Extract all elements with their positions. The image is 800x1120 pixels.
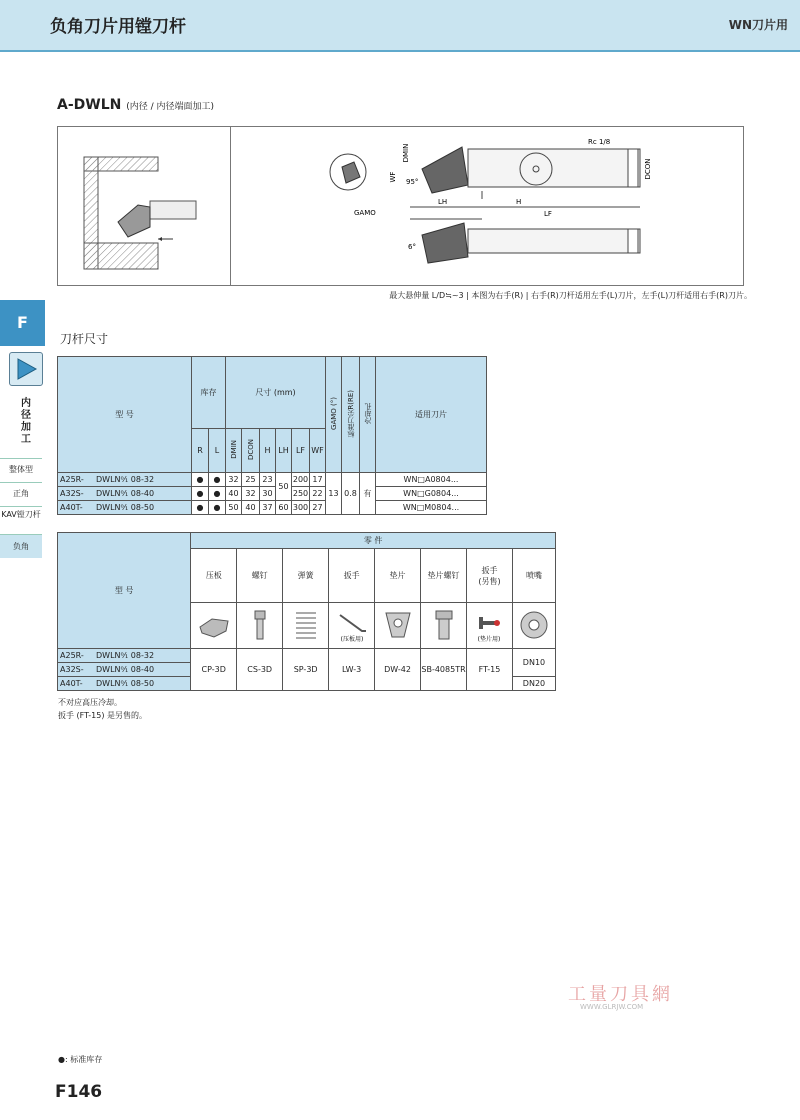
insert-type-tag: WN刀片用: [728, 18, 788, 32]
cell-dmin: 32: [226, 473, 242, 487]
cell-coolant: 有: [360, 473, 376, 515]
cell-wf: 22: [310, 487, 326, 501]
th-lh: LH: [276, 429, 292, 473]
cell-lh: 60: [276, 501, 292, 515]
th-parts: 零 件: [191, 533, 556, 549]
cell-dmin: 50: [226, 501, 242, 515]
th-insert: 适用刀片: [376, 357, 487, 473]
cell-clamp: CP-3D: [191, 649, 237, 691]
angle-95-label: 95°: [406, 178, 419, 186]
svg-text:(垫片用): (垫片用): [478, 635, 501, 643]
cell-dcon: 32: [242, 487, 260, 501]
th-lf: LF: [292, 429, 310, 473]
th-wrench: 扳手: [329, 549, 375, 603]
cell-screw: CS-3D: [237, 649, 283, 691]
cell-shim: DW-42: [375, 649, 421, 691]
stock-r: ●: [192, 487, 209, 501]
page-number: F146: [55, 1082, 103, 1102]
model-code: A-DWLN: [57, 97, 122, 113]
cell-spring: SP-3D: [283, 649, 329, 691]
model-cell: A25R- DWLN⁰⁄₁ 08-32: [58, 473, 192, 487]
table-row: [58, 487, 487, 501]
table-row: [58, 649, 556, 663]
th-wf: WF: [310, 429, 326, 473]
page-header: [0, 0, 800, 52]
cell-insert: WN□G0804...: [376, 487, 487, 501]
cell-dmin: 40: [226, 487, 242, 501]
th-spring: 弹簧: [283, 549, 329, 603]
holder-drawing: [232, 127, 744, 285]
th-gamo: GAMO (°): [326, 357, 342, 473]
th-r: R: [192, 429, 209, 473]
drawing-box: [57, 126, 744, 286]
model-desc: (内径 / 内径端面加工): [126, 102, 215, 112]
cell-wrench-2: FT-15: [466, 649, 512, 691]
sidebar-item-kav[interactable]: KAV镗刀杆: [0, 506, 42, 532]
dcon-label: DCON: [644, 158, 652, 180]
angle-6-label: 6°: [408, 243, 416, 251]
cell-dcon: 25: [242, 473, 260, 487]
wf-label: WF: [389, 171, 397, 183]
model-cell: A32S- DWLN⁰⁄₁ 08-40: [58, 663, 191, 677]
table-row: [58, 473, 487, 487]
cell-re: 0.8: [342, 473, 360, 515]
svg-text:(压板用): (压板用): [340, 635, 363, 643]
cell-wrench: LW-3: [329, 649, 375, 691]
cell-insert: WN□A0804...: [376, 473, 487, 487]
th-model: 型 号: [58, 357, 192, 473]
model-cell: A40T- DWLN⁰⁄₁ 08-50: [58, 677, 191, 691]
th-dims: 尺寸 (mm): [226, 357, 326, 429]
lh-label: LH: [438, 198, 448, 206]
cell-wf: 27: [310, 501, 326, 515]
note-coolant: 不对应高压冷却。: [58, 698, 122, 707]
th-h: H: [260, 429, 276, 473]
cell-gamo: 13: [326, 473, 342, 515]
bore-diagram: [58, 127, 230, 285]
shim-screw-icon: [421, 603, 467, 649]
dimension-table: [57, 356, 487, 515]
table-row: [58, 501, 487, 515]
cell-nozzle: DN20: [512, 677, 555, 691]
model-cell: A32S- DWLN⁰⁄₁ 08-40: [58, 487, 192, 501]
stock-l: ●: [209, 473, 226, 487]
th-clamp: 压板: [191, 549, 237, 603]
drawing-divider: [230, 127, 231, 285]
boring-icon: [9, 352, 43, 386]
gamo-label: GAMO: [354, 209, 376, 217]
stock-legend: ●: 标准库存: [58, 1055, 103, 1064]
th-nozzle: 喷嘴: [512, 549, 555, 603]
cell-lh: 50: [276, 473, 292, 501]
page-title: 负角刀片用镗刀杆: [50, 17, 186, 37]
spring-icon: [283, 603, 329, 649]
nozzle-icon: [512, 603, 555, 649]
th-coolant: 冷却孔: [360, 357, 376, 473]
cell-lf: 200: [292, 473, 310, 487]
watermark-text: 工量刀具網: [568, 984, 673, 1005]
rc-label: Rc 1/8: [588, 138, 611, 146]
note-wrench: 扳手 (FT-15) 是另售的。: [58, 711, 148, 720]
cell-lf: 250: [292, 487, 310, 501]
watermark-url: WWW.GLRJW.COM: [580, 1003, 644, 1011]
dmin-label: DMIN: [402, 143, 410, 163]
th-shim: 垫片: [375, 549, 421, 603]
model-title: [57, 97, 214, 113]
model-cell: A25R- DWLN⁰⁄₁ 08-32: [58, 649, 191, 663]
section-title: 刀杆尺寸: [60, 332, 109, 346]
th-dmin: DMIN: [226, 429, 242, 473]
cell-lf: 300: [292, 501, 310, 515]
cell-dcon: 40: [242, 501, 260, 515]
h-label: H: [516, 198, 522, 206]
stock-r: ●: [192, 473, 209, 487]
cell-wf: 17: [310, 473, 326, 487]
sidebar-item-solid[interactable]: 整体型: [0, 458, 42, 480]
th-shim-screw: 垫片螺钉: [421, 549, 467, 603]
wrench-icon: [329, 603, 375, 649]
th-l: L: [209, 429, 226, 473]
th-model: 型 号: [58, 533, 191, 649]
cell-h: 30: [260, 487, 276, 501]
stock-l: ●: [209, 487, 226, 501]
clamp-icon: [191, 603, 237, 649]
chapter-tab[interactable]: F: [0, 300, 45, 346]
sidebar-item-negative[interactable]: 负角: [0, 534, 42, 558]
stock-l: ●: [209, 501, 226, 515]
shim-icon: [375, 603, 421, 649]
drawing-caption: 最大悬伸量 L/D≒~3 | 本图为右手(R) | 右手(R)刀杆适用左手(L)刀片，左手(L)刀杆适用右手(R)刀片。: [389, 291, 752, 300]
screw-icon: [237, 603, 283, 649]
parts-table: [57, 532, 556, 691]
sidebar-item-positive[interactable]: 正角: [0, 482, 42, 504]
lf-label: LF: [544, 210, 552, 218]
th-screw: 螺钉: [237, 549, 283, 603]
model-cell: A40T- DWLN⁰⁄₁ 08-50: [58, 501, 192, 515]
cell-insert: WN□M0804...: [376, 501, 487, 515]
cell-nozzle: DN10: [512, 649, 555, 677]
th-dcon: DCON: [242, 429, 260, 473]
stock-r: ●: [192, 501, 209, 515]
th-wrench-sold-separately: 扳手 (另售): [466, 549, 512, 603]
cell-shim-screw: SB-4085TR: [421, 649, 467, 691]
cell-h: 37: [260, 501, 276, 515]
th-re: 标准刀尖R(RE): [342, 357, 360, 473]
sidebar-vertical-title: 内径加工: [21, 398, 31, 445]
cell-h: 23: [260, 473, 276, 487]
th-stock: 库存: [192, 357, 226, 429]
wrench-2-icon: [466, 603, 512, 649]
